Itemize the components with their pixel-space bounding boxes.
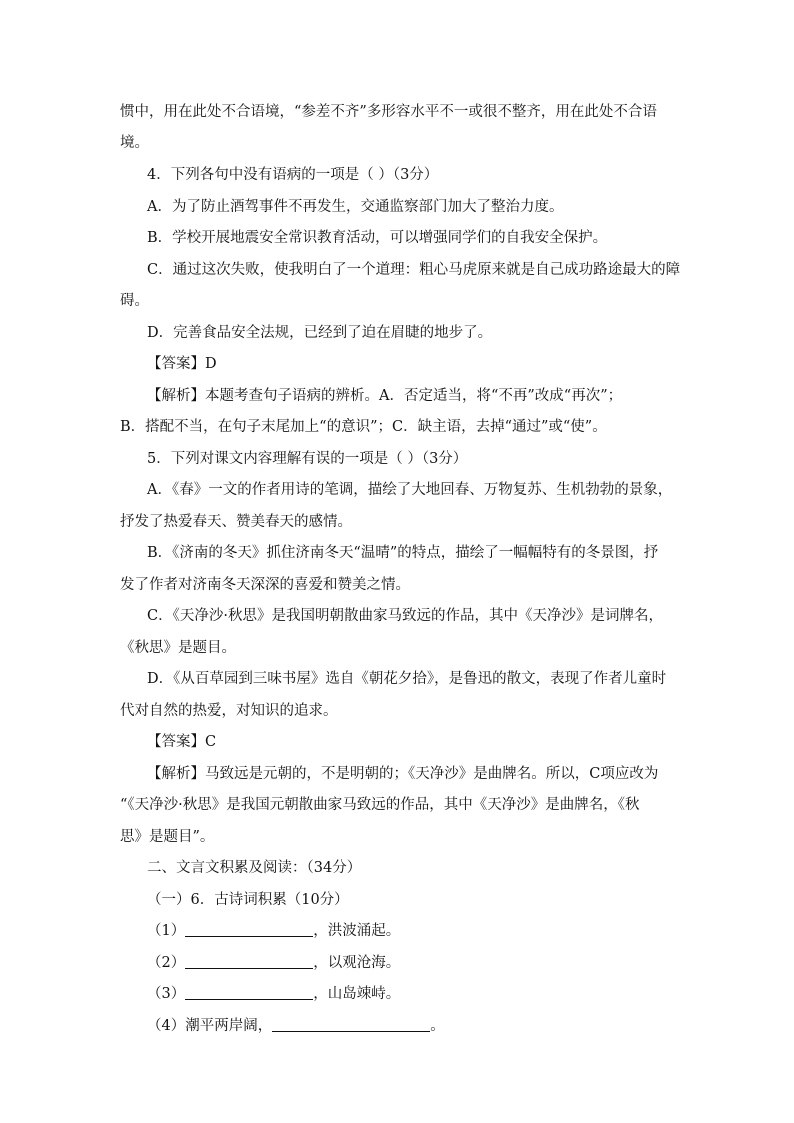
blank-suffix: ，以观沧海。 <box>313 955 401 971</box>
blank-suffix: ，山岛竦峙。 <box>313 986 401 1002</box>
question-5: 5．下列对课文内容理解有误的一项是（ ）（3分） <box>147 451 468 467</box>
option-b: B．《济南的冬天》抓住济南冬天“温晴”的特点，描绘了一幅幅特有的冬景图，抒 <box>147 545 659 561</box>
analysis-text: “《天净沙·秋思》是我国元朝散曲家马致远的作品，其中《天净沙》是曲牌名，《秋 <box>120 797 640 813</box>
question-4: 4．下列各句中没有语病的一项是（ ）（3分） <box>147 167 439 183</box>
option-d: D．完善食品安全法规，已经到了迫在眉睫的地步了。 <box>147 325 493 341</box>
option-d: D．《从百草园到三味书屋》选自《朝花夕拾》，是鲁迅的散文，表现了作者儿童时 <box>147 671 667 687</box>
blank-prefix: （2） <box>147 955 186 971</box>
text-line: 境。 <box>120 135 149 151</box>
option-b: B．学校开展地震安全常识教育活动，可以增强同学们的自我安全保护。 <box>147 230 608 246</box>
analysis-text: 【解析】马致远是元朝的，不是明朝的；《天净沙》是曲牌名。所以，C项应改为 <box>147 766 659 782</box>
analysis-text: B．搭配不当，在句子末尾加上“的意识”；C．缺主语，去掉“通过”或“使”。 <box>120 419 607 435</box>
subsection-heading: （一）6．古诗词积累（10分） <box>147 892 349 908</box>
analysis-text: 思》是题目”。 <box>120 829 215 845</box>
text-line: 《秋思》是题目。 <box>120 640 236 656</box>
answer-blank[interactable] <box>185 984 313 1000</box>
text-line: 抒发了热爱春天、赞美春天的感情。 <box>120 514 352 530</box>
option-c: C．《天净沙·秋思》是我国明朝散曲家马致远的作品，其中《天净沙》是词牌名， <box>147 608 663 624</box>
blank-prefix: （4）潮平两岸阔， <box>147 1018 273 1034</box>
answer-blank[interactable] <box>185 953 313 969</box>
fill-blank-item <box>147 984 680 1004</box>
blank-suffix: 。 <box>430 1018 445 1034</box>
text-line: 惯中，用在此处不合语境，“参差不齐”多形容水平不一或很不整齐，用在此处不合语 <box>120 104 657 120</box>
fill-blank-item <box>147 953 680 973</box>
option-c: C．通过这次失败，使我明白了一个道理：粗心马虎原来就是自己成功路途最大的障 <box>147 262 681 278</box>
option-a: A．《春》一文的作者用诗的笔调，描绘了大地回春、万物复苏、生机勃勃的景象， <box>147 482 673 498</box>
fill-blank-item <box>147 921 680 941</box>
answer-blank[interactable] <box>185 921 313 937</box>
section-heading: 二、文言文积累及阅读：（34分） <box>147 860 362 876</box>
answer-label: 【答案】C <box>147 734 217 750</box>
fill-blank-item <box>147 1016 680 1036</box>
answer-blank[interactable] <box>272 1016 430 1032</box>
text-line: 碍。 <box>120 293 149 309</box>
text-line: 代对自然的热爱，对知识的追求。 <box>120 703 338 719</box>
blank-prefix: （1） <box>147 923 186 939</box>
blank-suffix: ，洪波涌起。 <box>313 923 401 939</box>
answer-label: 【答案】D <box>147 356 217 372</box>
analysis-text: 【解析】本题考查句子语病的辨析。A．否定适当，将“不再”改成“再次”； <box>147 388 623 404</box>
option-a: A．为了防止酒驾事件不再发生，交通监察部门加大了整治力度。 <box>147 199 564 215</box>
blank-prefix: （3） <box>147 986 186 1002</box>
text-line: 发了作者对济南冬天深深的喜爱和赞美之情。 <box>120 577 410 593</box>
